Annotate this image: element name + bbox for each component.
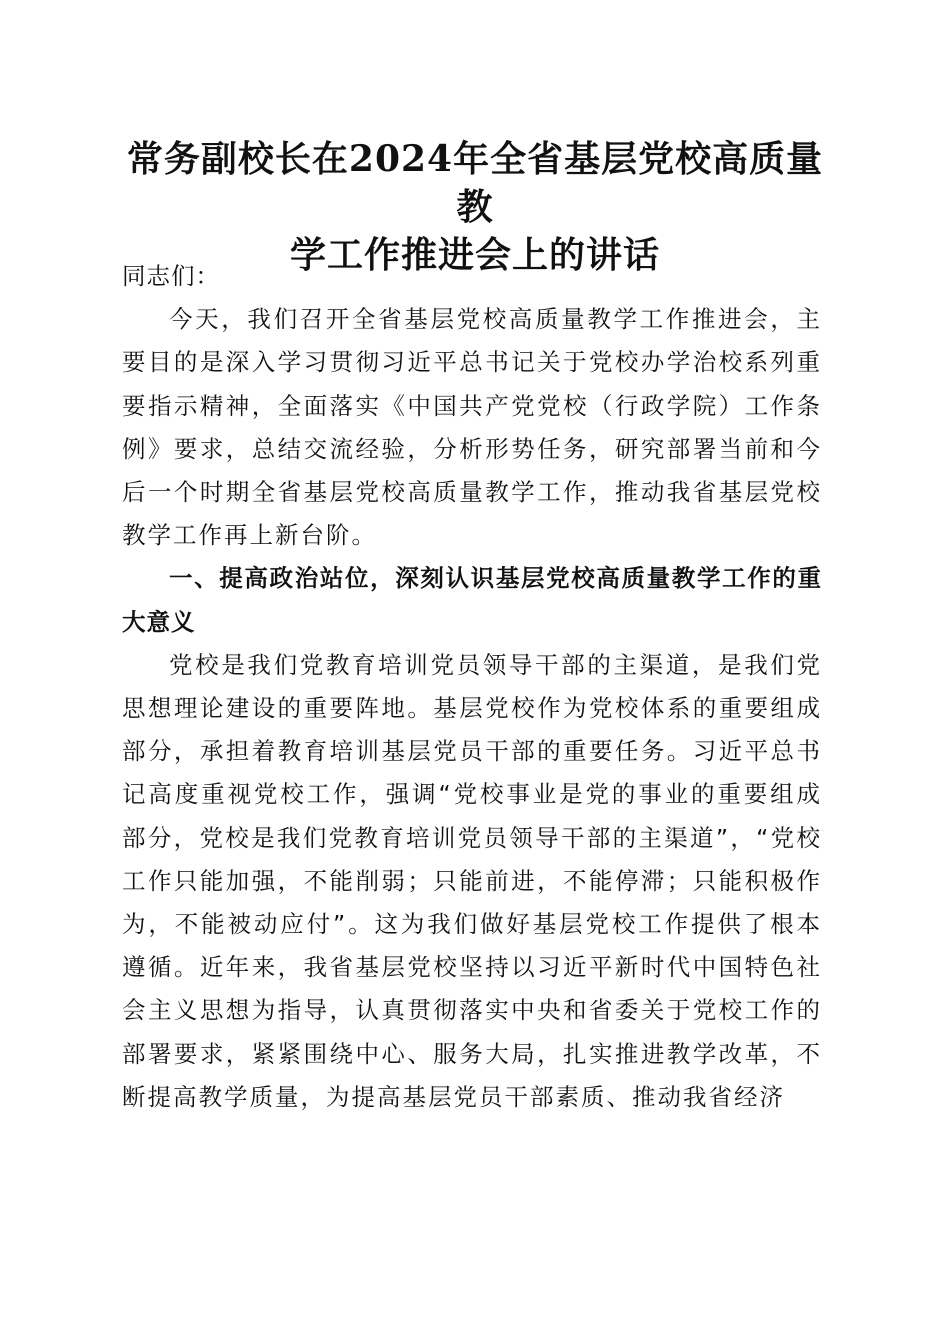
title-line-1: 常务副校长在2024年全省基层党校高质量教	[126, 138, 824, 228]
paragraph-section-1: 党校是我们党教育培训党员领导干部的主渠道，是我们党思想理论建设的重要阵地。基层党校作为党校体系的重要组成部分，承担着教育培训基层党员干部的重要任务。习近平总书记高度重视党校工作，强调“党校事业是党的事业的重要组成部分，党校是我们党教育培训党员领导干部的主渠道”，“党校工作只能加强，不能削弱；只能前进，不能停滞；只能积极作为，不能被动应付”。这为我们做好基层党校工作提供了根本遵循。近年来，我省基层党校坚持以习近平新时代中国特色社会主义思想为指导，认真贯彻落实中央和省委关于党校工作的部署要求，紧紧围绕中心、服务大局，扎实推进教学改革，不断提高教学质量，为提高基层党员干部素质、推动我省经济	[122, 650, 822, 1111]
section-heading-1: 一、提高政治站位，深刻认识基层党校高质量教学工作的重大意义	[122, 564, 822, 636]
title-line-2: 学工作推进会上的讲话	[289, 234, 660, 276]
salutation: 同志们：	[122, 262, 220, 290]
document-body	[122, 255, 822, 1119]
paragraph-intro: 今天，我们召开全省基层党校高质量教学工作推进会，主要目的是深入学习贯彻习近平总书记关于党校办学治校系列重要指示精神，全面落实《中国共产党党校（行政学院）工作条例》要求，总结交流经验，分析形势任务，研究部署当前和今后一个时期全省基层党校高质量教学工作，推动我省基层党校教学工作再上新台阶。	[122, 305, 822, 550]
